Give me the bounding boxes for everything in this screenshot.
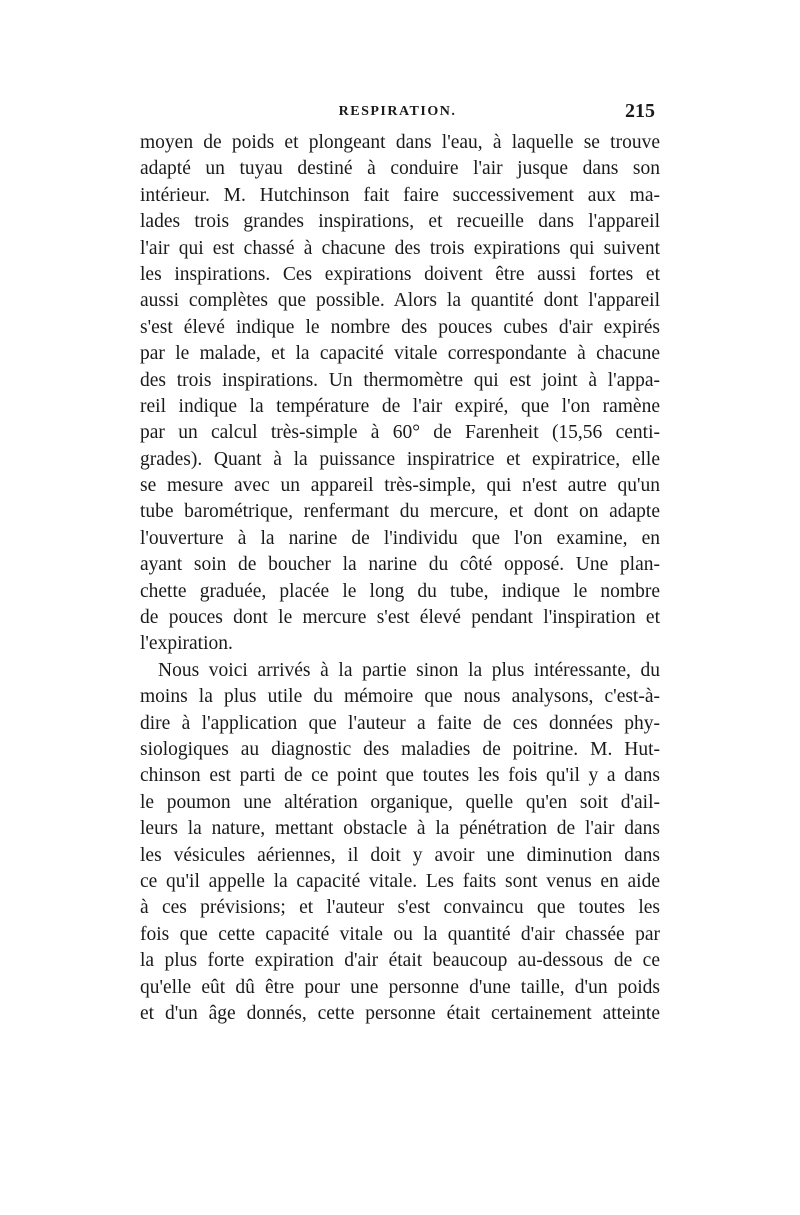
text-line: de pouces dont le mercure s'est élevé pendant l'inspiration et: [140, 607, 660, 629]
running-head: [140, 100, 655, 126]
text-line: l'ouverture à la narine de l'individu que l'on examine, en: [140, 527, 660, 549]
text-line: se mesure avec un appareil très-simple, qui n'est autre qu'un: [140, 475, 660, 497]
text-line: intérieur. M. Hutchinson fait faire successivement aux ma-: [140, 184, 660, 206]
text-line: les vésicules aériennes, il doit y avoir une diminution dans: [140, 844, 660, 866]
text-line: moyen de poids et plongeant dans l'eau, à laquelle se trouve: [140, 132, 660, 153]
text-line: l'expiration.: [140, 633, 233, 655]
text-line: dire à l'application que l'auteur a faite de ces données phy-: [140, 712, 660, 734]
text-line: par le malade, et la capacité vitale correspondante à chacune: [140, 343, 660, 365]
text-line: qu'elle eût dû être pour une personne d'une taille, d'un poids: [140, 976, 660, 998]
text-line: les inspirations. Ces expirations doivent être aussi fortes et: [140, 263, 660, 285]
page-number: 215: [625, 100, 655, 122]
text-line: des trois inspirations. Un thermomètre qui est joint à l'appa-: [140, 369, 660, 391]
text-line: lades trois grandes inspirations, et recueille dans l'appareil: [140, 211, 660, 233]
text-line: reil indique la température de l'air expiré, que l'on ramène: [140, 395, 660, 417]
text-line: et d'un âge donnés, cette personne était certainement atteinte: [140, 1002, 660, 1024]
text-line: leurs la nature, mettant obstacle à la pénétration de l'air dans: [140, 818, 660, 840]
text-line: ayant soin de boucher la narine du côté opposé. Une plan-: [140, 554, 660, 576]
text-line: à ces prévisions; et l'auteur s'est convaincu que toutes les: [140, 897, 660, 919]
text-line: fois que cette capacité vitale ou la quantité d'air chassée par: [140, 923, 660, 945]
text-line: siologiques au diagnostic des maladies de poitrine. M. Hut-: [140, 738, 660, 760]
text-line: ce qu'il appelle la capacité vitale. Les faits sont venus en aide: [140, 870, 660, 892]
text-line: l'air qui est chassé à chacune des trois expirations qui suivent: [140, 237, 660, 259]
text-line: Nous voici arrivés à la partie sinon la plus intéressante, du: [158, 659, 660, 681]
text-line: adapté un tuyau destiné à conduire l'air jusque dans son: [140, 158, 660, 180]
paragraph-2: [140, 658, 660, 1027]
text-line: tube barométrique, renfermant du mercure, et dont on adapte: [140, 501, 660, 523]
text-line: grades). Quant à la puissance inspiratrice et expiratrice, elle: [140, 448, 660, 470]
text-line: chette graduée, placée le long du tube, indique le nombre: [140, 580, 660, 602]
text-line: chinson est parti de ce point que toutes les fois qu'il y a dans: [140, 765, 660, 787]
text-line: aussi complètes que possible. Alors la quantité dont l'appareil: [140, 290, 660, 312]
text-line: le poumon une altération organique, quelle qu'en soit d'ail-: [140, 791, 660, 813]
body-text: [140, 130, 660, 1027]
text-line: s'est élevé indique le nombre des pouces cubes d'air expirés: [140, 316, 660, 338]
text-line: la plus forte expiration d'air était beaucoup au-dessous de ce: [140, 950, 660, 972]
text-line: moins la plus utile du mémoire que nous analysons, c'est-à-: [140, 686, 660, 708]
text-line: par un calcul très-simple à 60° de Farenheit (15,56 centi-: [140, 422, 660, 444]
running-title: RESPIRATION.: [338, 104, 457, 119]
paragraph-1: [140, 130, 660, 658]
